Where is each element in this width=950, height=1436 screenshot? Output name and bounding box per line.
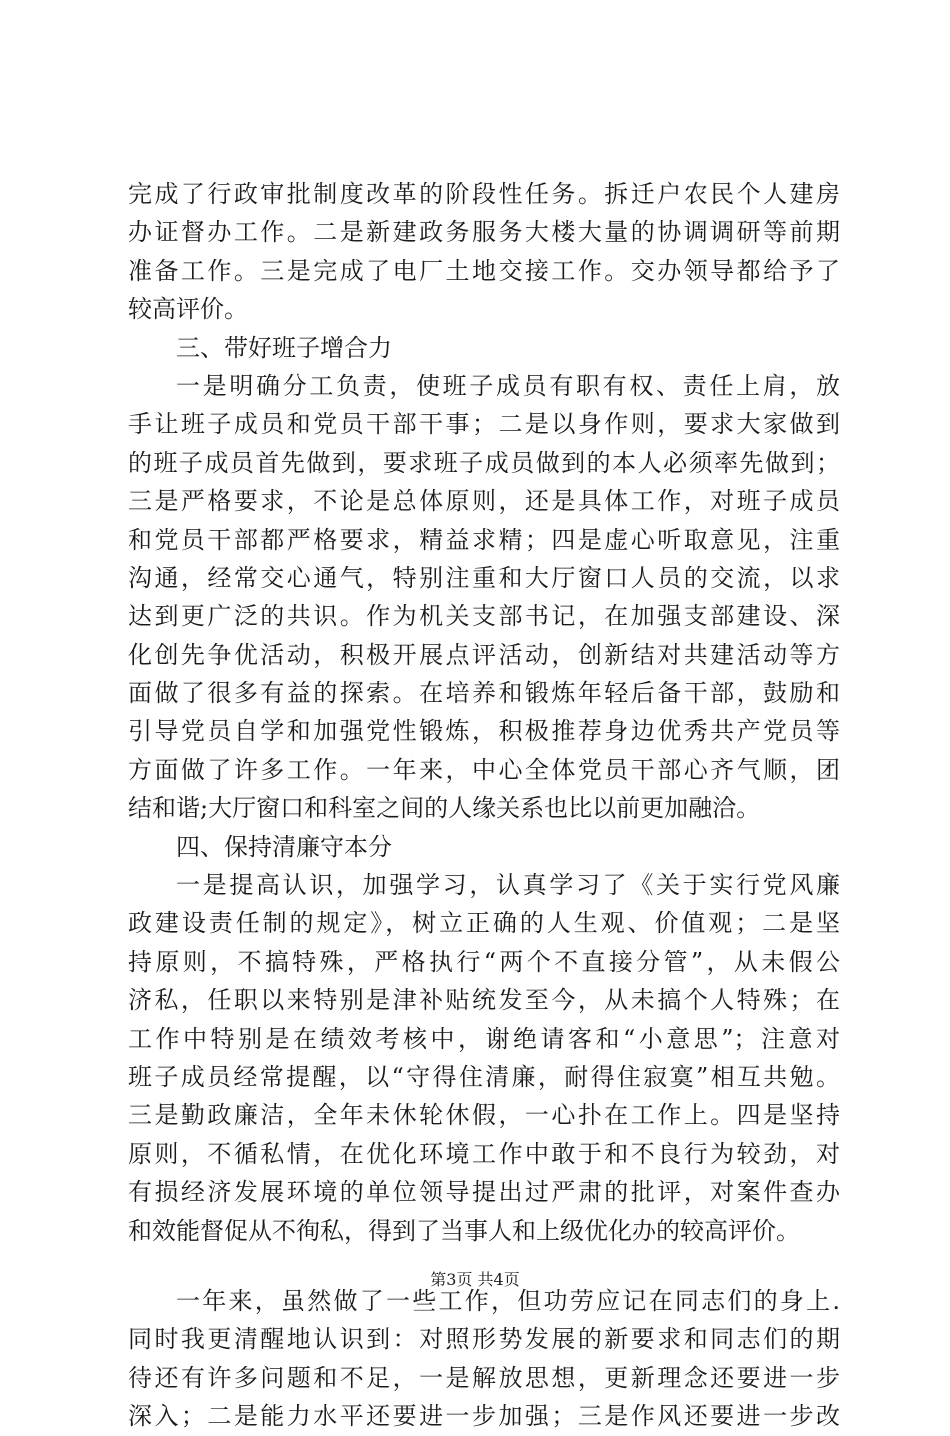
section-heading-three: 三、带好班子增合力 (176, 333, 392, 362)
text-line: 化创先争优活动，积极开展点评活动，创新结对共建活动等方 (128, 640, 840, 669)
page-footer (0, 1270, 950, 1290)
text-line: 和党员干部都严格要求，精益求精；四是虚心听取意见，注重 (128, 525, 840, 554)
text-line: 持原则，不搞特殊，严格执行“两个不直接分管”，从未假公 (128, 947, 840, 976)
text-line: 面做了很多有益的探索。在培养和锻炼年轻后备干部，鼓励和 (128, 679, 840, 708)
page-number-label: 第3页 共4页 (430, 1270, 520, 1289)
text-line: 班子成员经常提醒，以“守得住清廉，耐得住寂寞”相互共勉。 (128, 1062, 840, 1091)
text-line: 办证督办工作。二是新建政务服务大楼大量的协调调研等前期 (128, 218, 840, 247)
section-heading-four: 四、保持清廉守本分 (176, 832, 392, 861)
paragraph-section-three (128, 367, 840, 828)
text-line: 待还有许多问题和不足，一是解放思想，更新理念还要进一步 (128, 1363, 840, 1392)
text-line: 准备工作。三是完成了电厂土地交接工作。交办领导都给予了 (128, 256, 840, 285)
paragraph-intro (128, 175, 840, 329)
text-line: 结和谐;大厅窗口和科室之间的人缘关系也比以前更加融洽。 (128, 794, 761, 823)
text-line: 的班子成员首先做到，要求班子成员做到的本人必须率先做到； (128, 448, 840, 477)
text-line: 手让班子成员和党员干部干事；二是以身作则，要求大家做到 (128, 410, 840, 439)
text-line: 较高评价。 (128, 295, 248, 324)
paragraph-section-four (128, 866, 840, 1250)
text-line: 同时我更清醒地认识到：对照形势发展的新要求和同志们的期 (128, 1325, 840, 1354)
document-body (128, 175, 840, 1436)
text-line: 一是提高认识，加强学习，认真学习了《关于实行党风廉 (176, 871, 840, 900)
text-line: 一是明确分工负责，使班子成员有职有权、责任上肩，放 (176, 371, 840, 400)
text-line: 原则，不循私情，在优化环境工作中敢于和不良行为较劲，对 (128, 1139, 840, 1168)
text-line: 有损经济发展环境的单位领导提出过严肃的批评，对案件查办 (128, 1178, 840, 1207)
text-line: 完成了行政审批制度改革的阶段性任务。拆迁户农民个人建房 (128, 180, 840, 208)
text-line: 深入；二是能力水平还要进一步加强；三是作风还要进一步改 (128, 1402, 840, 1431)
paragraph-conclusion (128, 1282, 840, 1436)
text-line: 沟通，经常交心通气，特别注重和大厅窗口人员的交流，以求 (128, 563, 840, 592)
text-line: 方面做了许多工作。一年来，中心全体党员干部心齐气顺，团 (128, 755, 840, 784)
text-line: 引导党员自学和加强党性锻炼，积极推荐身边优秀共产党员等 (128, 717, 840, 746)
text-line: 达到更广泛的共识。作为机关支部书记，在加强支部建设、深 (128, 602, 840, 631)
text-line: 工作中特别是在绩效考核中，谢绝请客和“小意思”；注意对 (128, 1024, 840, 1053)
text-line: 一年来，虽然做了一些工作，但功劳应记在同志们的身上. (176, 1286, 840, 1315)
text-line: 三是严格要求，不论是总体原则，还是具体工作，对班子成员 (128, 487, 840, 516)
text-line: 政建设责任制的规定》，树立正确的人生观、价值观；二是坚 (128, 909, 840, 938)
text-line: 济私，任职以来特别是津补贴统发至今，从未搞个人特殊；在 (128, 986, 840, 1015)
text-line: 三是勤政廉洁，全年未休轮休假，一心扑在工作上。四是坚持 (128, 1101, 840, 1130)
text-line: 和效能督促从不徇私，得到了当事人和上级优化办的较高评价。 (128, 1216, 800, 1245)
